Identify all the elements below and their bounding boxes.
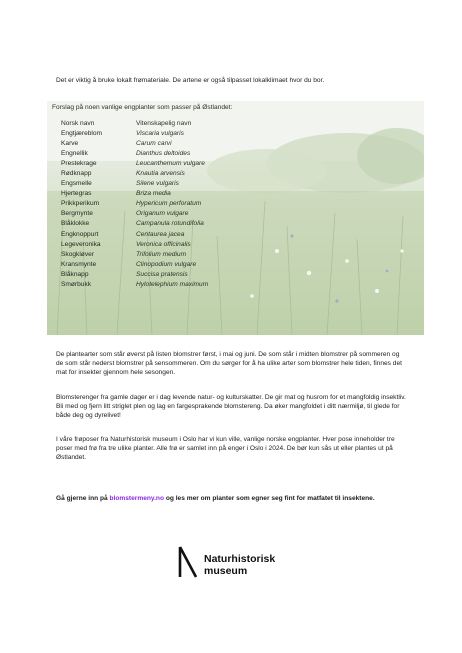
logo-line-2: museum [204,565,248,577]
paragraph-meadows: Blomsterenger fra gamle dager er i dag levende natur- og kulturskatter. De gir mat og husrom for et mangfoldig insektliv. Bli med og fjern litt striglet plen og lag en fargesprakende blomstereng. Da øker mangfoldet i ditt nærmiljø, til glede for både deg og dyrelivet! [56,394,406,420]
table-row [61,179,336,189]
table-row [61,209,336,219]
table-row [61,138,336,148]
paragraph-website [56,494,408,503]
norwegian-name: Hjertegras [61,190,92,198]
norwegian-name: Prestekrage [61,159,97,167]
table-row [61,168,336,178]
norwegian-name: Blåklokke [61,220,90,228]
norwegian-name: Engnellik [61,149,88,157]
norwegian-name: Engsmelle [61,180,92,188]
scientific-name: Veronica officinalis [136,240,191,248]
table-row [61,158,336,168]
scientific-name: Trifolium medium [136,250,187,258]
scientific-name: Carum carvi [136,139,172,147]
website-text-before: Gå gjerne inn på [56,495,110,502]
table-header-row [61,118,336,128]
table-row [61,229,336,239]
norwegian-name: Blåknapp [61,270,89,278]
scientific-name: Hypericum perforatum [136,200,202,208]
plant-table [61,118,336,290]
table-row [61,280,336,290]
paragraph-blooming-order: De plantearter som står øverst på listen blomstrer først, i mai og juni. De som står i midten blomstrer på sommeren og de som står nederst blomstrer på sensommeren. Om du sørger for å ha ulike arter som blomstrer hele tiden, finnes det mat for insekter gjennom hele sesongen. [56,351,402,377]
norwegian-name: Rødknapp [61,170,92,178]
museum-logo-mark-icon [176,545,200,579]
blomstermeny-link[interactable]: blomstermeny.no [109,495,164,502]
norwegian-name: Karve [61,139,79,147]
norwegian-name: Skogkløver [61,250,94,258]
scientific-name: Briza media [136,190,171,198]
header-norwegian-name: Norsk navn [61,119,95,127]
table-row [61,128,336,138]
norwegian-name: Engknoppurt [61,230,99,238]
scientific-name: Hylotelephium maximum [136,281,209,289]
table-row [61,249,336,259]
scientific-name: Leucanthemum vulgare [136,159,205,167]
norwegian-name: Engtjæreblom [61,129,103,137]
table-row [61,199,336,209]
scientific-name: Dianthus deltoides [136,149,191,157]
table-row [61,259,336,269]
table-row [61,269,336,279]
scientific-name: Viscaria vulgaris [136,129,184,137]
scientific-name: Origanum vulgare [136,210,189,218]
table-row [61,148,336,158]
norwegian-name: Bergmynte [61,210,93,218]
museum-logo [176,545,286,585]
paragraph-seed-bags: I våre frøposer fra Naturhistorisk museum i Oslo har vi kun ville, vanlige norske engplanter. Hver pose inneholder tre poser med frø fra tre ulike planter. Alle frø er samlet inn på enger i Oslo i 2024. De bør kun sås ut eller plantes ut på Østlandet. [56,436,395,462]
norwegian-name: Kransmynte [61,260,97,268]
scientific-name: Centaurea jacea [136,230,185,238]
norwegian-name: Legeveronika [61,240,101,248]
scientific-name: Knautia arvensis [136,170,185,178]
scientific-name: Silene vulgaris [136,180,179,188]
table-row [61,189,336,199]
intro-text: Det er viktig å bruke lokalt frømateriale. De artene er også tilpasset lokalklimaet hvor du bor. [56,76,325,84]
plant-table-title: Forslag på noen vanlige engplanter som passer på Østlandet: [52,104,233,111]
header-scientific-name: Vitenskapelig navn [136,119,192,127]
museum-logo-text [204,553,275,577]
scientific-name: Succisa pratensis [136,270,188,278]
meadow-photo [47,101,424,335]
logo-line-1: Naturhistorisk [204,553,276,565]
website-text-after: og les mer om planter som egner seg fint for matfatet til insektene. [163,495,375,502]
norwegian-name: Prikkperikum [61,200,100,208]
norwegian-name: Smørbukk [61,281,92,289]
scientific-name: Clinopodium vulgare [136,260,197,268]
table-row [61,219,336,229]
table-row [61,239,336,249]
scientific-name: Campanula rotundifolia [136,220,204,228]
